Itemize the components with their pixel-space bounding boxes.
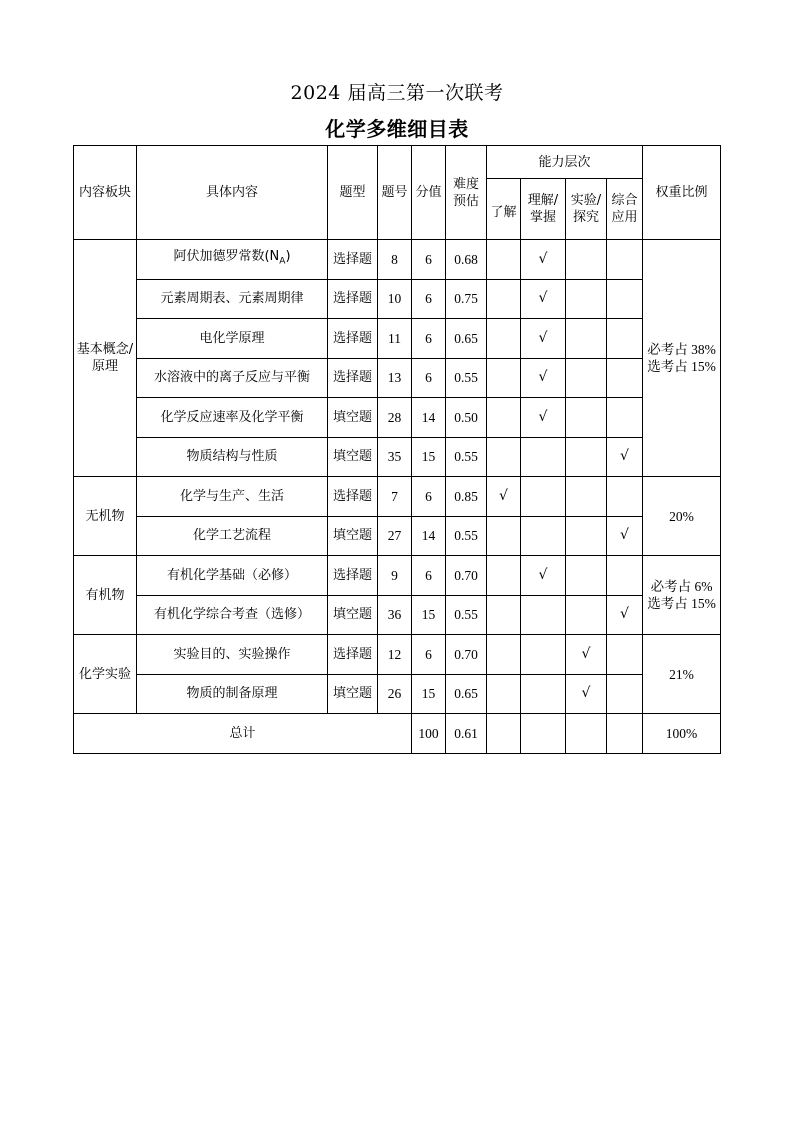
qno-cell: 13 (378, 358, 412, 398)
score-cell: 6 (412, 635, 446, 675)
level1-cell (487, 556, 521, 596)
difficulty-cell: 0.70 (446, 635, 487, 675)
difficulty-cell: 0.70 (446, 556, 487, 596)
type-cell: 选择题 (328, 279, 378, 319)
content-cell: 元素周期表、元素周期律 (137, 279, 328, 319)
content-cell: 有机化学综合考查（选修） (137, 595, 328, 635)
header-type: 题型 (328, 146, 378, 240)
header-ability: 能力层次 (487, 146, 643, 179)
level4-cell (607, 398, 643, 438)
weight-experiment: 21% (643, 635, 721, 714)
content-cell: 物质的制备原理 (137, 674, 328, 714)
level2-cell (521, 516, 566, 556)
table-row (74, 240, 721, 280)
type-cell: 填空题 (328, 516, 378, 556)
qno-cell: 8 (378, 240, 412, 280)
check-mark-icon: √ (538, 329, 548, 346)
difficulty-cell: 0.75 (446, 279, 487, 319)
weight-inorganic: 20% (643, 477, 721, 556)
content-cell: 化学工艺流程 (137, 516, 328, 556)
level1-cell (487, 437, 521, 477)
table-row (74, 556, 721, 596)
score-cell: 15 (412, 674, 446, 714)
level1-cell (487, 279, 521, 319)
score-cell: 15 (412, 595, 446, 635)
level4-cell (607, 240, 643, 280)
level2-cell (521, 398, 566, 438)
level4-cell (607, 595, 643, 635)
check-mark-icon: √ (499, 487, 508, 504)
level1-cell (487, 398, 521, 438)
level1-cell (487, 358, 521, 398)
header-level-experiment: 实验/ 探究 (566, 179, 607, 240)
qno-cell: 7 (378, 477, 412, 517)
header-content: 具体内容 (137, 146, 328, 240)
type-cell: 选择题 (328, 556, 378, 596)
header-question-number: 题号 (378, 146, 412, 240)
score-cell: 6 (412, 279, 446, 319)
level4-cell (607, 319, 643, 359)
level1-cell (487, 516, 521, 556)
type-cell: 填空题 (328, 674, 378, 714)
level2-cell (521, 635, 566, 675)
level2-cell (521, 595, 566, 635)
table-row (74, 477, 721, 517)
content-cell: 阿伏加德罗常数$(N_A)$ (137, 240, 328, 280)
difficulty-cell: 0.55 (446, 358, 487, 398)
level3-cell (566, 240, 607, 280)
header-block: 内容板块 (74, 146, 137, 240)
score-cell: 15 (412, 437, 446, 477)
check-mark-icon: √ (538, 290, 548, 307)
score-cell: 14 (412, 516, 446, 556)
total-row (74, 714, 721, 754)
difficulty-cell: 0.68 (446, 240, 487, 280)
qno-cell: 11 (378, 319, 412, 359)
qno-cell: 12 (378, 635, 412, 675)
weight-organic: 必考占 6% 选考占 15% (643, 556, 721, 635)
level3-cell (566, 595, 607, 635)
block-inorganic: 无机物 (74, 477, 137, 556)
type-cell: 选择题 (328, 319, 378, 359)
table-row (74, 358, 721, 398)
content-cell: 水溶液中的离子反应与平衡 (137, 358, 328, 398)
level2-cell (521, 674, 566, 714)
table-row (74, 595, 721, 635)
type-cell: 选择题 (328, 358, 378, 398)
level3-cell (566, 437, 607, 477)
type-cell: 填空题 (328, 437, 378, 477)
content-cell: 化学与生产、生活 (137, 477, 328, 517)
header-level-apply: 综合 应用 (607, 179, 643, 240)
type-cell: 填空题 (328, 398, 378, 438)
exam-title: 2024 届高三第一次联考 (290, 82, 504, 104)
level4-cell (607, 437, 643, 477)
difficulty-cell: 0.65 (446, 674, 487, 714)
check-mark-icon: √ (538, 369, 548, 386)
content-cell: 实验目的、实验操作 (137, 635, 328, 675)
type-cell: 选择题 (328, 240, 378, 280)
qno-cell: 10 (378, 279, 412, 319)
qno-cell: 36 (378, 595, 412, 635)
weight-basic-concepts: 必考占 38% 选考占 15% (643, 240, 721, 477)
check-mark-icon: √ (620, 606, 629, 623)
total-difficulty: 0.61 (446, 714, 487, 754)
total-level4-cell (607, 714, 643, 754)
qno-cell: 27 (378, 516, 412, 556)
content-cell: 化学反应速率及化学平衡 (137, 398, 328, 438)
table-row (74, 437, 721, 477)
score-cell: 14 (412, 398, 446, 438)
type-cell: 填空题 (328, 595, 378, 635)
level4-cell (607, 556, 643, 596)
level3-cell (566, 477, 607, 517)
level2-cell (521, 477, 566, 517)
level2-cell (521, 319, 566, 359)
level3-cell (566, 556, 607, 596)
check-mark-icon: √ (538, 250, 548, 267)
level3-cell (566, 319, 607, 359)
level4-cell (607, 674, 643, 714)
table-row (74, 279, 721, 319)
total-score: 100 (412, 714, 446, 754)
level1-cell (487, 319, 521, 359)
level1-cell (487, 477, 521, 517)
table-row (74, 635, 721, 675)
level3-cell (566, 674, 607, 714)
total-level3-cell (566, 714, 607, 754)
check-mark-icon: √ (620, 448, 629, 465)
level4-cell (607, 279, 643, 319)
level2-cell (521, 556, 566, 596)
content-cell: 有机化学基础（必修） (137, 556, 328, 596)
qno-cell: 28 (378, 398, 412, 438)
total-weight: 100% (643, 714, 721, 754)
block-basic-concepts: 基本概念/ 原理 (74, 240, 137, 477)
table-title: 化学多维细目表 (325, 117, 469, 141)
level4-cell (607, 358, 643, 398)
check-mark-icon: √ (538, 566, 548, 583)
difficulty-cell: 0.55 (446, 595, 487, 635)
total-level2-cell (521, 714, 566, 754)
qno-cell: 35 (378, 437, 412, 477)
content-cell: 物质结构与性质 (137, 437, 328, 477)
level3-cell (566, 635, 607, 675)
content-cell: 电化学原理 (137, 319, 328, 359)
check-mark-icon: √ (620, 527, 629, 544)
table-row (74, 516, 721, 556)
score-cell: 6 (412, 556, 446, 596)
difficulty-cell: 0.55 (446, 516, 487, 556)
level2-cell (521, 279, 566, 319)
difficulty-cell: 0.65 (446, 319, 487, 359)
check-mark-icon: √ (581, 645, 591, 662)
difficulty-cell: 0.50 (446, 398, 487, 438)
level2-cell (521, 240, 566, 280)
level3-cell (566, 358, 607, 398)
check-mark-icon: √ (538, 408, 548, 425)
difficulty-cell: 0.85 (446, 477, 487, 517)
level1-cell (487, 240, 521, 280)
header-weight: 权重比例 (643, 146, 721, 240)
score-cell: 6 (412, 358, 446, 398)
header-row (74, 146, 721, 179)
level4-cell (607, 635, 643, 675)
header-level-understand: 了解 (487, 179, 521, 240)
total-level1-cell (487, 714, 521, 754)
specification-table (73, 145, 721, 754)
type-cell: 选择题 (328, 477, 378, 517)
level3-cell (566, 279, 607, 319)
block-organic: 有机物 (74, 556, 137, 635)
level3-cell (566, 398, 607, 438)
type-cell: 选择题 (328, 635, 378, 675)
qno-cell: 9 (378, 556, 412, 596)
check-mark-icon: √ (581, 685, 591, 702)
header-score: 分值 (412, 146, 446, 240)
difficulty-cell: 0.55 (446, 437, 487, 477)
header-difficulty: 难度 预估 (446, 146, 487, 240)
score-cell: 6 (412, 477, 446, 517)
total-label: 总计 (74, 714, 412, 754)
table-row (74, 319, 721, 359)
level4-cell (607, 516, 643, 556)
level1-cell (487, 635, 521, 675)
header-level-comprehend: 理解/ 掌握 (521, 179, 566, 240)
block-experiment: 化学实验 (74, 635, 137, 714)
qno-cell: 26 (378, 674, 412, 714)
score-cell: 6 (412, 319, 446, 359)
table-row (74, 674, 721, 714)
level3-cell (566, 516, 607, 556)
level1-cell (487, 674, 521, 714)
level2-cell (521, 358, 566, 398)
score-cell: 6 (412, 240, 446, 280)
level1-cell (487, 595, 521, 635)
level4-cell (607, 477, 643, 517)
level2-cell (521, 437, 566, 477)
table-row (74, 398, 721, 438)
